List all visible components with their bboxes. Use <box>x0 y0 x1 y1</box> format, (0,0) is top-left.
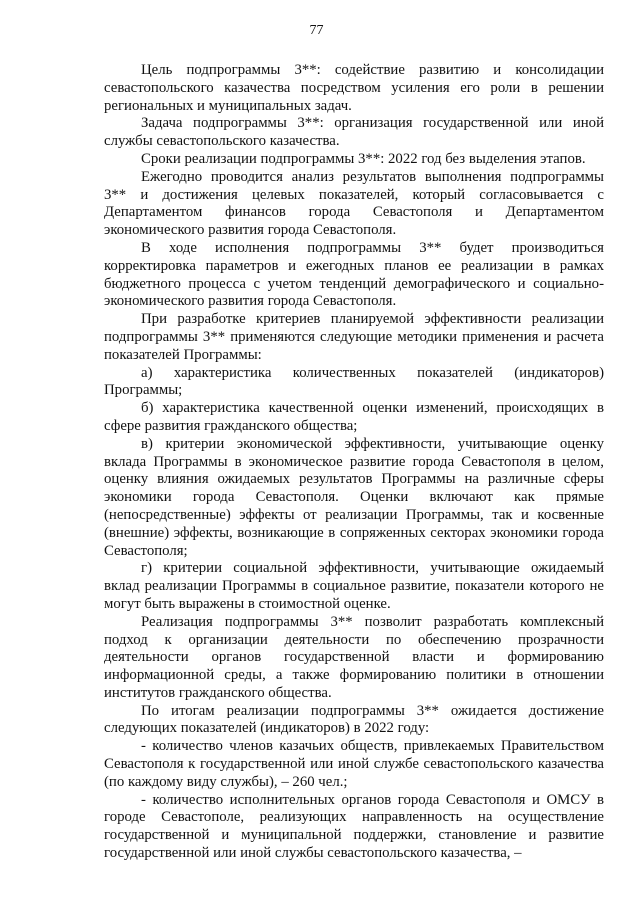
indicator-item-1: - количество членов казачьих обществ, привлекаемых Правительством Севастополя к государственной или иной службе севастопольского казачества (по каждому виду службы), – 260 чел.; <box>104 738 604 790</box>
paragraph-timeline: Сроки реализации подпрограммы 3**: 2022 год без выделения этапов. <box>141 150 586 167</box>
paragraph-goal: Цель подпрограммы 3**: содействие развитию и консолидации севастопольского казачества посредством усиления его роли в решении региональных и муниципальных задач. <box>104 62 604 114</box>
list-item-a: а) характеристика количественных показателей (индикаторов) Программы; <box>104 364 604 399</box>
paragraph-task: Задача подпрограммы 3**: организация государственной или иной службы севастопольского казачества. <box>104 115 604 150</box>
paragraph-annual-analysis: Ежегодно проводится анализ результатов выполнения подпрограммы 3** и достижения целевых показателей, который согласовывается с Департаментом финансов города Севастополя и Департаментом экономического развития города Севастополя. <box>104 168 604 239</box>
page-number: 77 <box>309 23 324 38</box>
paragraph-implementation: Реализация подпрограммы 3** позволит разработать комплексный подход к организации деятельности по обеспечению прозрачности деятельности органов государственной власти и формированию информационной среды, а также формированию политики в отношении институтов гражданского общества. <box>104 613 604 701</box>
list-item-g: г) критерии социальной эффективности, учитывающие ожидаемый вклад реализации Программы в социальное развитие, показатели которого не могут быть выражены в стоимостной оценке. <box>104 560 604 612</box>
list-item-v: в) критерии экономической эффективности, учитывающие оценку вклада Программы в экономическое развитие города Севастополя в целом, оценку влияния ожидаемых результатов Программы на различные сферы экономики города Севастополя. Оценки включают как прямые (непосредственные) эффекты от реализации Программы, так и косвенные (внешние) эффекты, возникающие в сопряженных секторах экономики города Севастополя; <box>104 435 604 559</box>
paragraph-expected-results: По итогам реализации подпрограммы 3** ожидается достижение следующих показателей (индикаторов) в 2022 году: <box>104 702 604 737</box>
list-item-b: б) характеристика качественной оценки изменений, происходящих в сфере развития гражданского общества; <box>104 400 604 434</box>
paragraph-adjustment: В ходе исполнения подпрограммы 3** будет производиться корректировка параметров и ежегодных планов ее реализации в рамках бюджетного процесса с учетом тенденций демографического и социально-экономического развития города Севастополя. <box>104 239 604 310</box>
indicator-item-2: - количество исполнительных органов города Севастополя и ОМСУ в городе Севастополе, реализующих направленность на осуществление государственной и муниципальной поддержки, становление и развитие государственной или иной службы севастопольского казачества, – <box>104 791 604 862</box>
paragraph-criteria-intro: При разработке критериев планируемой эффективности реализации подпрограммы 3** применяются следующие методики применения и расчета показателей Программы: <box>104 311 604 363</box>
document-body <box>104 62 604 863</box>
